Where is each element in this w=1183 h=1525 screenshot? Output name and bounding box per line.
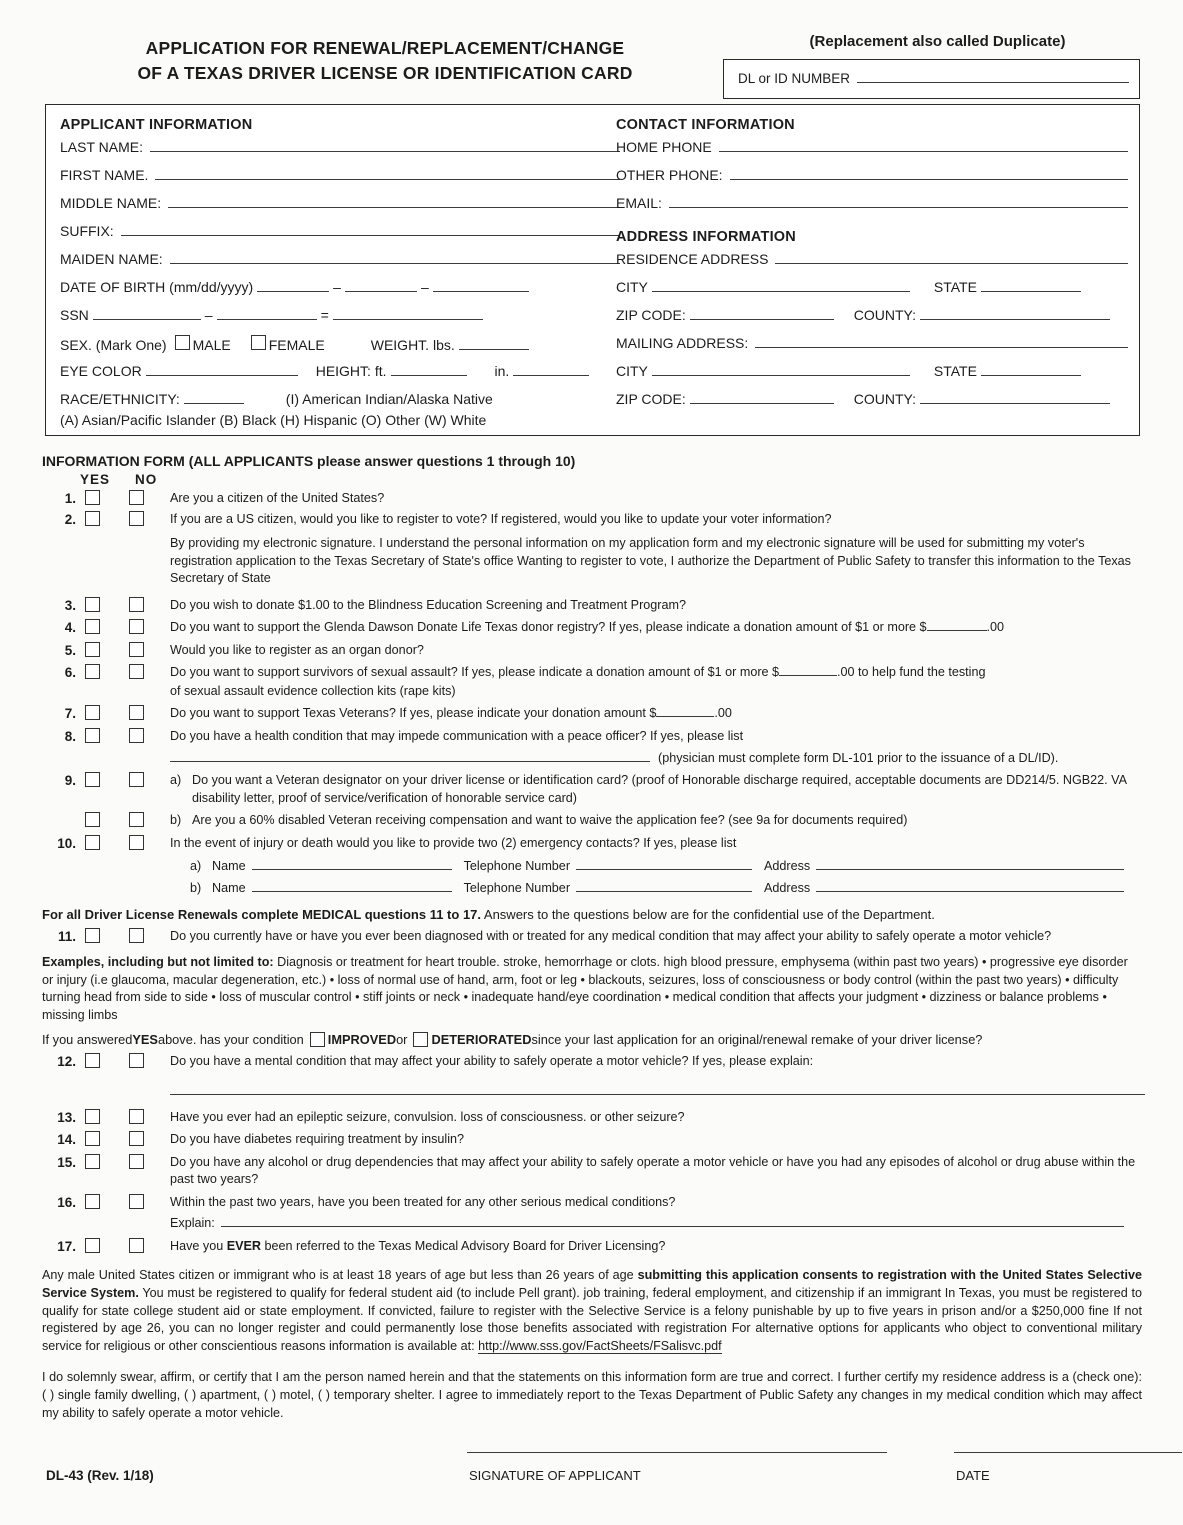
question-10-no-checkbox[interactable] — [129, 835, 144, 850]
question-6-text-part2: .00 to help fund the testing — [837, 665, 986, 679]
field-suffix — [60, 223, 620, 251]
question-8-condition-input-2[interactable] — [170, 751, 650, 762]
question-15-line1: Do you have any alcohol or drug dependencies that may affect your ability to safely operate a motor vehicle or have you had any episodes — [170, 1154, 940, 1169]
race-option-american-indian: (I) American Indian/Alaska Native — [285, 391, 493, 407]
question-7-text-part2: .00 — [714, 706, 732, 720]
question-9a-line2: are DD214/5. NGB22. VA disability letter, proof of service/verification of honorable service card) — [192, 773, 1127, 805]
question-10-checkboxes — [85, 835, 205, 853]
contact-information-heading: CONTACT INFORMATION — [616, 117, 795, 133]
question-16-explain-input[interactable] — [221, 1216, 1124, 1227]
other-phone-label: OTHER PHONE: — [616, 167, 723, 183]
question-7-text — [170, 705, 732, 723]
question-9a-no-checkbox[interactable] — [129, 772, 144, 787]
question-1-yes-checkbox[interactable] — [85, 490, 100, 505]
mailing-address-label: MAILING ADDRESS: — [616, 335, 749, 351]
residence-zip-label: ZIP CODE: — [616, 307, 686, 323]
question-13-yes-checkbox[interactable] — [85, 1109, 100, 1124]
question-6-yes-checkbox[interactable] — [85, 664, 100, 679]
question-15-line2: of alcohol or drug abuse within the past two years? — [170, 1154, 1136, 1187]
questions-list — [42, 490, 1142, 1422]
field-residence-address — [616, 251, 1128, 279]
question-5-no-checkbox[interactable] — [129, 642, 144, 657]
question-1-number: 1. — [64, 491, 76, 506]
emergency-contact-b-phone-label: Telephone Number — [463, 880, 571, 895]
question-10-number: 10. — [57, 835, 76, 851]
condition-change-post: since your last application for an original/renewal remake of your driver license? — [531, 1032, 983, 1048]
medical-examples — [42, 954, 1142, 1024]
question-9a-checkboxes — [85, 772, 205, 790]
question-17-text — [170, 1238, 665, 1256]
dob-year-input[interactable] — [433, 280, 529, 292]
question-17-no-checkbox[interactable] — [129, 1238, 144, 1253]
medical-examples-rest: Diagnosis or treatment for heart trouble. stroke, hemorrhage or clots. high blood pressure, emphysema (within past two years) • progressive eye disorder or injury (i.e glaucoma, macular degeneration, etc.) • loss of normal use of hand, arm, foot or leg • blackouts, seizures, loss of consciousness or body control (within the past two years) • difficulty turning head from side to side • loss of muscular control • stiff joints or neck • inadequate hand/eye coordination • medical condition that affects your judgment • dizziness or balance problems • missing limbs — [42, 955, 1128, 1022]
middle-name-input[interactable] — [168, 196, 620, 208]
sex-label: SEX. (Mark One) — [60, 337, 167, 353]
question-7-no-checkbox[interactable] — [129, 705, 144, 720]
question-17-pre: Have you — [170, 1238, 227, 1253]
last-name-label: LAST NAME: — [60, 139, 143, 155]
medical-section-heading — [42, 906, 1142, 924]
question-6-row — [42, 664, 1142, 682]
ssn-separator-1: – — [204, 307, 213, 323]
question-14-number: 14. — [57, 1132, 76, 1148]
residence-zip-input[interactable] — [690, 308, 834, 320]
mailing-city-label: CITY — [616, 363, 648, 379]
question-16-no-checkbox[interactable] — [129, 1194, 144, 1209]
question-14-checkboxes — [85, 1131, 205, 1149]
residence-address-input[interactable] — [775, 252, 1128, 264]
question-8-yes-checkbox[interactable] — [85, 728, 100, 743]
question-12-explain-input-2[interactable] — [170, 1084, 1145, 1095]
question-6-checkboxes — [85, 664, 205, 682]
question-5-text: Would you like to register as an organ donor? — [170, 642, 424, 657]
form-title — [65, 36, 705, 86]
dob-day-input[interactable] — [345, 280, 417, 292]
question-3-text: Do you wish to donate $1.00 to the Blindness Education Screening and Treatment Program? — [170, 597, 686, 612]
question-4-checkboxes — [85, 619, 205, 637]
question-10-row — [42, 835, 1142, 853]
selective-service-paragraph — [42, 1267, 1142, 1355]
field-other-phone — [616, 167, 1128, 195]
question-4-row — [42, 619, 1142, 637]
question-15-no-checkbox[interactable] — [129, 1154, 144, 1169]
question-9b-text — [170, 812, 907, 830]
yes-no-column-headers — [80, 472, 157, 487]
question-8-physician-note: (physician must complete form DL-101 prior to the issuance of a DL/ID). — [658, 751, 1059, 765]
question-17-yes-checkbox[interactable] — [85, 1238, 100, 1253]
question-15-checkboxes — [85, 1154, 205, 1172]
question-4-text-part2: .00 — [986, 620, 1005, 634]
emergency-contact-a-address-input[interactable] — [816, 859, 1124, 870]
question-15-yes-checkbox[interactable] — [85, 1154, 100, 1169]
question-7-number: 7. — [64, 706, 76, 721]
residence-state-label: STATE — [933, 279, 977, 295]
question-11-line1: Do you currently have or have you ever been diagnosed with or treated for any medical condition that may affect your ability to safely operate a — [170, 928, 966, 943]
emergency-contact-b-address-label: Address — [764, 880, 811, 895]
email-label: EMAIL: — [616, 195, 662, 211]
residence-county-label: COUNTY: — [853, 307, 916, 323]
signature-line[interactable] — [467, 1452, 887, 1453]
selective-service-url[interactable]: http://www.sss.gov/FactSheets/FSalisvc.pdf — [478, 1338, 722, 1353]
height-inches-input[interactable] — [513, 364, 589, 376]
form-header — [45, 28, 1140, 98]
question-9a-yes-checkbox[interactable] — [85, 772, 100, 787]
question-2-note: By providing my electronic signature. I understand the personal information on my application form and my electronic signature will be used for submitting my voter's registration application to the Texas Secretary of State's office Wanting to register to vote, I authorize the Department of Public Safety to transfer this information to the Texas Secretary of State — [170, 536, 1131, 585]
question-1-no-checkbox[interactable] — [129, 490, 144, 505]
date-of-birth-label: DATE OF BIRTH (mm/dd/yyyy) — [60, 279, 254, 295]
ssn-separator-2: = — [320, 307, 329, 323]
residence-city-label: CITY — [616, 279, 648, 295]
last-name-input[interactable] — [150, 140, 620, 152]
condition-change-or: or — [396, 1032, 408, 1048]
form-title-line2: OF A TEXAS DRIVER LICENSE OR IDENTIFICATION CARD — [137, 63, 633, 83]
field-date-of-birth — [60, 279, 620, 307]
medical-heading-bold: For all Driver License Renewals complete MEDICAL questions 11 to 17. — [42, 907, 482, 922]
ssn-part2-input[interactable] — [217, 308, 317, 320]
condition-change-row — [42, 1032, 1142, 1047]
question-9b-body: Are you a 60% disabled Veteran receiving compensation and want to waive the application fee? (see 9a for documents required) — [192, 813, 908, 827]
question-16-number: 16. — [57, 1194, 76, 1210]
question-5-row — [42, 642, 1142, 660]
maiden-name-label: MAIDEN NAME: — [60, 251, 163, 267]
question-2-yes-checkbox[interactable] — [85, 511, 100, 526]
mailing-zip-label: ZIP CODE: — [616, 391, 686, 407]
dob-separator-1: – — [333, 279, 341, 295]
question-2-text: If you are a US citizen, would you like to register to vote? If registered, would you like to update your voter information? — [170, 511, 832, 526]
mailing-city-input[interactable] — [652, 364, 910, 376]
field-middle-name — [60, 195, 620, 223]
home-phone-label: HOME PHONE — [616, 139, 712, 155]
question-9b-yes-checkbox[interactable] — [85, 812, 100, 827]
residence-city-input[interactable] — [652, 280, 910, 292]
question-8-text — [170, 728, 749, 746]
question-8-text-label: Do you have a health condition that may impede communication with a peace officer? If yes, please list — [170, 728, 744, 743]
maiden-name-input[interactable] — [170, 252, 620, 264]
field-home-phone — [616, 139, 1128, 167]
emergency-contact-a-row — [170, 858, 1142, 876]
race-options-line: (A) Asian/Pacific Islander (B) Black (H) Hispanic (O) Other (W) White — [60, 412, 487, 428]
question-9a-marker: a) — [170, 773, 182, 787]
improved-label: IMPROVED — [327, 1032, 397, 1048]
question-11-number: 11. — [57, 928, 76, 944]
question-12-text — [170, 1053, 819, 1071]
question-4-amount-input[interactable] — [927, 620, 987, 631]
emergency-contact-a-name-label: Name — [212, 859, 246, 873]
field-sex — [60, 335, 620, 363]
signature-label: SIGNATURE OF APPLICANT — [469, 1468, 641, 1483]
field-mailing-address — [616, 335, 1128, 363]
question-4-number: 4. — [64, 620, 76, 635]
ssn-part3-input[interactable] — [333, 308, 483, 320]
selective-service-bold: submitting this application consents to registration with the United States Selective Service System. — [42, 1268, 1142, 1300]
sex-male-checkbox[interactable] — [175, 335, 190, 350]
contact-information-column — [616, 117, 1128, 419]
question-6-continuation: of sexual assault evidence collection kits (rape kits) — [170, 683, 456, 698]
selective-service-part1: Any male United States citizen or immigrant who is at least 18 years of age but less than 26 years of age — [42, 1268, 638, 1283]
question-11-no-checkbox[interactable] — [129, 928, 144, 943]
mailing-state-label: STATE — [933, 363, 977, 379]
question-16-yes-checkbox[interactable] — [85, 1194, 100, 1209]
question-10-yes-checkbox[interactable] — [85, 835, 100, 850]
question-7-row — [42, 705, 1142, 723]
suffix-label: SUFFIX: — [60, 223, 114, 239]
height-inches-label: in. — [494, 363, 510, 379]
email-input[interactable] — [669, 196, 1128, 208]
question-16-explain-label: Explain: — [170, 1216, 215, 1231]
middle-name-label: MIDDLE NAME: — [60, 195, 162, 211]
question-4-text-part1: Do you want to support the Glenda Dawson Donate Life Texas donor registry? If yes, please indicate a donation amount of $1 or more $ — [170, 620, 927, 634]
deteriorated-label: DETERIORATED — [431, 1032, 532, 1048]
question-6-text-part1: Do you want to support survivors of sexual assault? If yes, please indicate a donation amount of $1 or more $ — [170, 665, 780, 679]
question-3-checkboxes — [85, 597, 205, 615]
question-7-yes-checkbox[interactable] — [85, 705, 100, 720]
question-3-row — [42, 597, 1142, 615]
question-2-number: 2. — [64, 511, 76, 527]
duplicate-note: (Replacement also called Duplicate) — [809, 33, 1066, 50]
question-13-row — [42, 1109, 1142, 1127]
first-name-input[interactable] — [155, 168, 620, 180]
question-12-label: Do you have a mental condition that may affect your ability to safely operate a motor vehicle? If yes, please explain: — [170, 1054, 814, 1069]
dl-id-number-label: DL or ID NUMBER — [738, 71, 851, 86]
question-8-checkboxes — [85, 728, 205, 746]
question-14-row — [42, 1131, 1142, 1149]
other-phone-input[interactable] — [730, 168, 1128, 180]
condition-change-pre: If you answered — [42, 1032, 133, 1048]
field-maiden-name — [60, 251, 620, 279]
first-name-label: FIRST NAME. — [60, 167, 149, 183]
field-email — [616, 195, 1128, 223]
emergency-contact-b-name-label: Name — [212, 880, 246, 895]
question-4-yes-checkbox[interactable] — [85, 619, 100, 634]
home-phone-input[interactable] — [719, 140, 1128, 152]
residence-county-input[interactable] — [920, 308, 1110, 320]
question-15-text — [170, 1154, 1142, 1189]
question-4-no-checkbox[interactable] — [129, 619, 144, 634]
height-feet-input[interactable] — [391, 364, 467, 376]
mailing-state-input[interactable] — [981, 364, 1081, 376]
question-6-number: 6. — [64, 665, 76, 680]
question-6-text — [170, 664, 986, 682]
emergency-contact-b-row — [170, 880, 1142, 898]
sex-male-label: MALE — [192, 337, 231, 353]
question-12-second-line — [170, 1082, 1142, 1100]
question-2-checkboxes — [85, 511, 205, 529]
question-3-yes-checkbox[interactable] — [85, 597, 100, 612]
question-9b-marker: b) — [170, 813, 182, 827]
question-9b-row — [42, 812, 1142, 830]
question-1-checkboxes — [85, 490, 205, 508]
eye-color-input[interactable] — [146, 364, 298, 376]
question-13-number: 13. — [57, 1109, 76, 1125]
dob-month-input[interactable] — [257, 280, 329, 292]
race-ethnicity-label: RACE/ETHNICITY: — [60, 391, 180, 407]
sex-female-label: FEMALE — [268, 337, 325, 353]
field-first-name — [60, 167, 620, 195]
question-16-explain-row — [170, 1215, 1142, 1233]
question-9-number: 9. — [64, 773, 76, 788]
question-4-text — [170, 619, 1004, 637]
question-17-checkboxes — [85, 1238, 205, 1256]
emergency-contact-b-name-input[interactable] — [252, 881, 452, 892]
weight-label: WEIGHT. lbs. — [370, 337, 455, 353]
question-12-checkboxes — [85, 1053, 205, 1071]
question-12-no-checkbox[interactable] — [129, 1053, 144, 1068]
field-last-name — [60, 139, 620, 167]
question-3-no-checkbox[interactable] — [129, 597, 144, 612]
selective-service-part2: You must be registered to qualify for federal student aid (to include Pell grant). job training, federal employment, and citizenship if an immigrant In Texas, you must be registered to qualify for state college student aid or state employment. If convicted, failure to register with the Selective Service is a felony punishable by up to five years in prison and/or a $250,000 fine If not registered by age 26, you can no longer register and could permanently lose those benefits associated with registration For alternative options for applicants who object to conventional military service for religious or other conscientious reasons information is available at: — [42, 1285, 1142, 1353]
question-9a-row — [42, 772, 1142, 807]
emergency-contact-a-name-input[interactable] — [252, 859, 452, 870]
question-9b-checkboxes — [85, 812, 205, 830]
question-15-number: 15. — [57, 1154, 76, 1170]
field-eye-color-height — [60, 363, 620, 391]
form-title-line1: APPLICATION FOR RENEWAL/REPLACEMENT/CHANGE — [145, 38, 625, 58]
yes-header: YES — [80, 472, 111, 487]
question-12-yes-checkbox[interactable] — [85, 1053, 100, 1068]
emergency-contact-a-phone-input[interactable] — [576, 859, 752, 870]
mailing-address-input[interactable] — [755, 336, 1128, 348]
condition-change-mid: above. has your condition — [157, 1032, 304, 1048]
declaration-paragraph: I do solemnly swear, affirm, or certify that I am the person named herein and that the statements on this information form are true and correct. I further certify my residence address is a (check one): ( ) single family dwelling, ( ) apartment, ( ) motel, ( ) temporary shelter. I agree to immediately report to the Texas Department of Public Safety any changes in my medical condition which may affect my ability to safely operate a motor vehicle. — [42, 1370, 1142, 1420]
residence-state-input[interactable] — [981, 280, 1081, 292]
field-race-ethnicity — [60, 391, 620, 412]
question-5-yes-checkbox[interactable] — [85, 642, 100, 657]
question-9b-no-checkbox[interactable] — [129, 812, 144, 827]
question-11-row — [42, 928, 1142, 946]
emergency-contact-b-phone-input[interactable] — [576, 881, 752, 892]
question-14-yes-checkbox[interactable] — [85, 1131, 100, 1146]
question-7-amount-input[interactable] — [656, 706, 714, 717]
question-14-no-checkbox[interactable] — [129, 1131, 144, 1146]
question-7-text-part1: Do you want to support Texas Veterans? If yes, please indicate your donation amount $ — [170, 706, 657, 720]
question-1-row — [42, 490, 1142, 508]
ssn-label: SSN — [60, 307, 89, 323]
emergency-contact-b-address-input[interactable] — [816, 881, 1124, 892]
question-16-text: Within the past two years, have you been treated for any other serious medical conditions? — [170, 1194, 676, 1209]
question-8-second-line — [170, 751, 1142, 765]
question-6-no-checkbox[interactable] — [129, 664, 144, 679]
question-8-number: 8. — [64, 728, 76, 744]
field-mailing-zip-county — [616, 391, 1128, 419]
deteriorated-checkbox[interactable] — [413, 1032, 428, 1047]
question-2-row — [42, 511, 1142, 529]
address-information-heading: ADDRESS INFORMATION — [616, 229, 796, 245]
applicant-contact-box — [45, 104, 1140, 436]
dl-id-number-input[interactable] — [857, 71, 1129, 83]
medical-heading-rest: Answers to the questions below are for the confidential use of the Department. — [481, 907, 935, 922]
question-17-ever: EVER — [226, 1238, 261, 1253]
question-12-row — [42, 1053, 1142, 1071]
improved-checkbox[interactable] — [310, 1032, 325, 1047]
information-form-heading: INFORMATION FORM (ALL APPLICANTS please answer questions 1 through 10) — [42, 453, 576, 469]
no-header: NO — [135, 472, 158, 487]
field-ssn — [60, 307, 620, 335]
question-9a-line1: Do you want a Veteran designator on your driver license or identification card? (proof of Honorable discharge required, acceptable documents — [192, 773, 981, 787]
date-line[interactable] — [954, 1452, 1182, 1453]
mailing-zip-input[interactable] — [690, 392, 834, 404]
eye-color-label: EYE COLOR — [60, 363, 142, 379]
question-17-post: been referred to the Texas Medical Advisory Board for Driver Licensing? — [261, 1238, 666, 1253]
date-label: DATE — [956, 1468, 990, 1483]
question-13-no-checkbox[interactable] — [129, 1109, 144, 1124]
dl-id-number-box — [723, 59, 1140, 99]
mailing-county-label: COUNTY: — [853, 391, 916, 407]
applicant-information-heading: APPLICANT INFORMATION — [60, 117, 253, 133]
condition-change-yes: YES — [132, 1032, 158, 1048]
weight-input[interactable] — [459, 338, 529, 350]
emergency-contact-b-marker: b) — [190, 880, 202, 895]
question-7-checkboxes — [85, 705, 205, 723]
question-9a-text — [170, 772, 1142, 807]
question-1-text: Are you a citizen of the United States? — [170, 491, 385, 505]
medical-examples-bold: Examples, including but not limited to: — [42, 955, 274, 969]
question-11-yes-checkbox[interactable] — [85, 928, 100, 943]
sex-female-checkbox[interactable] — [251, 335, 266, 350]
question-10-text: In the event of injury or death would you like to provide two (2) emergency contacts? If yes, please list — [170, 835, 737, 850]
question-16-checkboxes — [85, 1194, 205, 1212]
residence-address-label: RESIDENCE ADDRESS — [616, 251, 769, 267]
question-15-row — [42, 1154, 1142, 1189]
emergency-contact-a-marker: a) — [190, 859, 202, 873]
question-6-amount-input[interactable] — [779, 665, 837, 676]
question-12-number: 12. — [57, 1054, 76, 1070]
question-8-no-checkbox[interactable] — [129, 728, 144, 743]
field-residence-zip-county — [616, 307, 1128, 335]
question-11-checkboxes — [85, 928, 205, 946]
question-5-number: 5. — [64, 642, 76, 658]
emergency-contact-a-address-label: Address — [764, 859, 811, 873]
suffix-input[interactable] — [121, 224, 620, 236]
question-16-row — [42, 1194, 1142, 1212]
question-3-number: 3. — [64, 597, 76, 613]
mailing-county-input[interactable] — [920, 392, 1110, 404]
question-13-text: Have you ever had an epileptic seizure, convulsion. loss of consciousness. or other seizure? — [170, 1109, 685, 1124]
field-residence-city-state — [616, 279, 1128, 307]
emergency-contact-a-phone-label: Telephone Number — [463, 859, 571, 873]
question-14-text: Do you have diabetes requiring treatment by insulin? — [170, 1132, 465, 1147]
question-17-row — [42, 1238, 1142, 1256]
dob-separator-2: – — [420, 279, 429, 295]
question-17-number: 17. — [57, 1238, 76, 1254]
question-2-no-checkbox[interactable] — [129, 511, 144, 526]
race-ethnicity-input[interactable] — [184, 392, 244, 404]
field-mailing-city-state — [616, 363, 1128, 391]
question-9a-body — [192, 772, 1142, 807]
question-11-line2: motor vehicle? — [969, 928, 1052, 943]
question-11-text — [170, 928, 1051, 946]
question-8-row — [42, 728, 1142, 746]
applicant-information-column — [60, 117, 620, 428]
question-13-checkboxes — [85, 1109, 205, 1127]
height-feet-label: HEIGHT: ft. — [315, 363, 387, 379]
question-5-checkboxes — [85, 642, 205, 660]
ssn-part1-input[interactable] — [93, 308, 201, 320]
form-id-label: DL-43 (Rev. 1/18) — [46, 1468, 154, 1483]
